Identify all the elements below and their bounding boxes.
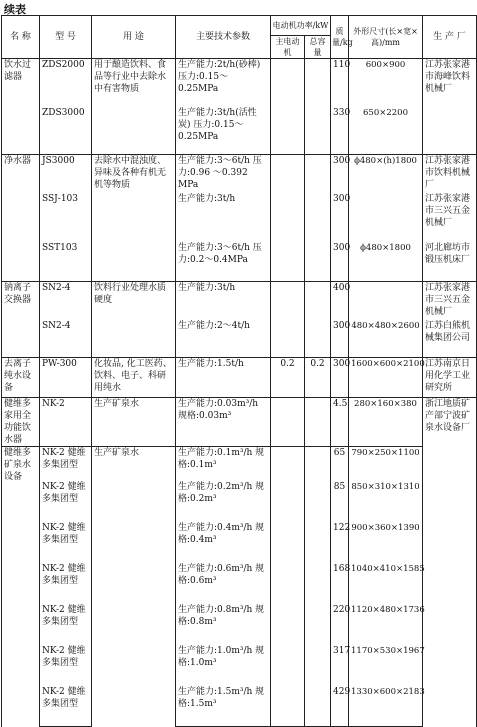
table-body xyxy=(2,59,477,727)
row-total xyxy=(305,686,331,727)
row-params: 生产能力:1.5t/h xyxy=(176,358,271,398)
row-dims: 1040×410×1585 xyxy=(349,563,423,604)
row-name: 饮水过滤器 xyxy=(2,59,40,155)
row-dims: 480×480×2600 xyxy=(349,320,423,358)
row-params: 生产能力:2t/h(砂棒) 压力:0.15～0.25MPa xyxy=(176,59,271,107)
row-main-motor xyxy=(271,481,305,522)
row-maker: 江苏白熊机械集团公司 xyxy=(423,320,477,358)
row-total xyxy=(305,645,331,686)
row-name: 钠离子交换器 xyxy=(2,282,40,358)
row-model: SST103 xyxy=(40,242,92,282)
row-total xyxy=(305,481,331,522)
row-model: NK-2 健维多集团型 xyxy=(40,686,92,727)
row-total: 0.2 xyxy=(305,358,331,398)
row-dims: 600×900 xyxy=(349,59,423,107)
row-name: 去离子纯水设备 xyxy=(2,358,40,398)
row-dims: 280×160×380 xyxy=(349,398,423,447)
row-params: 生产能力:3t/h xyxy=(176,282,271,320)
table-row xyxy=(2,107,477,155)
table-row xyxy=(2,155,477,193)
row-model: PW-300 xyxy=(40,358,92,398)
row-maker: 江苏张家港市海峰饮料机械厂 xyxy=(423,59,477,155)
row-model: SN2-4 xyxy=(40,282,92,320)
row-total xyxy=(305,155,331,193)
row-params: 生产能力:0.2m³/h 规格:0.2m³ xyxy=(176,481,271,522)
header-params: 主要技术参数 xyxy=(176,16,271,59)
row-total xyxy=(305,107,331,155)
row-mass: 300 xyxy=(331,320,349,358)
row-params: 生产能力:3t/h xyxy=(176,193,271,242)
row-use: 去除水中混浊度、异味及各种有机无机等物质 xyxy=(92,155,176,282)
row-dims: 850×310×1310 xyxy=(349,481,423,522)
header-model: 型 号 xyxy=(40,16,92,59)
row-main-motor xyxy=(271,398,305,447)
row-total xyxy=(305,242,331,282)
row-maker: 浙江地质矿产部宁波矿泉水设备厂 xyxy=(423,398,477,727)
row-total xyxy=(305,522,331,563)
row-main-motor xyxy=(271,522,305,563)
header-name: 名 称 xyxy=(2,16,40,59)
row-main-motor xyxy=(271,59,305,107)
row-mass: 317 xyxy=(331,645,349,686)
row-model: NK-2 健维多集团型 xyxy=(40,481,92,522)
row-main-motor xyxy=(271,107,305,155)
row-mass: 65 xyxy=(331,447,349,481)
header-use: 用 途 xyxy=(92,16,176,59)
row-params: 生产能力:0.8m³/h 规格:0.8m³ xyxy=(176,604,271,645)
row-main-motor: 0.2 xyxy=(271,358,305,398)
row-model: JS3000 xyxy=(40,155,92,193)
table-row xyxy=(2,320,477,358)
row-total xyxy=(305,447,331,481)
row-mass: 300 xyxy=(331,358,349,398)
table-row xyxy=(2,59,477,107)
table-row xyxy=(2,481,477,522)
row-dims: 1600×600×2100 xyxy=(349,358,423,398)
row-dims: 650×2200 xyxy=(349,107,423,155)
row-dims xyxy=(349,193,423,242)
row-total xyxy=(305,320,331,358)
row-total xyxy=(305,398,331,447)
row-model: NK-2 健维多集团型 xyxy=(40,645,92,686)
row-dims: 1170×530×1967 xyxy=(349,645,423,686)
row-mass: 400 xyxy=(331,282,349,320)
row-params: 生产能力:3t/h(活性炭) 压力:0.15～0.25MPa xyxy=(176,107,271,155)
row-dims: 790×250×1100 xyxy=(349,447,423,481)
row-main-motor xyxy=(271,563,305,604)
table-row xyxy=(2,604,477,645)
row-main-motor xyxy=(271,282,305,320)
header-power: 电动机功率/kW xyxy=(271,16,331,36)
row-main-motor xyxy=(271,242,305,282)
row-params: 生产能力:0.6m³/h 规格:0.6m³ xyxy=(176,563,271,604)
row-mass: 122 xyxy=(331,522,349,563)
header-total: 总容量 xyxy=(305,36,331,59)
table-row xyxy=(2,282,477,320)
row-model: NK-2 健维多集团型 xyxy=(40,563,92,604)
equipment-table xyxy=(1,15,477,727)
row-model: ZDS3000 xyxy=(40,107,92,155)
row-main-motor xyxy=(271,155,305,193)
row-model: NK-2 xyxy=(40,398,92,447)
table-row xyxy=(2,242,477,282)
table-row xyxy=(2,358,477,398)
row-dims: 1120×480×1736 xyxy=(349,604,423,645)
row-use: 饮料行业处理水质硬度 xyxy=(92,282,176,358)
row-dims: ϕ480×(h)1800 xyxy=(349,155,423,193)
row-name: 健维多矿泉水设备 xyxy=(2,447,40,727)
row-dims: 1330×600×2183 xyxy=(349,686,423,727)
row-main-motor xyxy=(271,447,305,481)
row-params: 生产能力:3～6t/h 压力:0.2～0.4MPa xyxy=(176,242,271,282)
row-model: SN2-4 xyxy=(40,320,92,358)
table-row xyxy=(2,686,477,727)
row-name: 净水器 xyxy=(2,155,40,282)
row-total xyxy=(305,282,331,320)
row-model: NK-2 健维多集团型 xyxy=(40,447,92,481)
row-params: 生产能力:0.1m³/h 规格:0.1m³ xyxy=(176,447,271,481)
row-main-motor xyxy=(271,686,305,727)
row-mass: 300 xyxy=(331,193,349,242)
row-main-motor xyxy=(271,193,305,242)
row-maker: 江苏张家港市三兴五金机械厂 xyxy=(423,282,477,320)
row-use: 用于酿造饮料、食品等行业中去除水中有害物质 xyxy=(92,59,176,155)
row-dims: 900×360×1390 xyxy=(349,522,423,563)
row-params: 生产能力:0.03m³/h 规格:0.03m³ xyxy=(176,398,271,447)
row-mass: 300 xyxy=(331,155,349,193)
table-row xyxy=(2,563,477,604)
header-dims: 外形尺寸(长×宽×高)/mm xyxy=(349,16,423,59)
row-main-motor xyxy=(271,320,305,358)
row-mass: 168 xyxy=(331,563,349,604)
row-params: 生产能力:0.4m³/h 规格:0.4m³ xyxy=(176,522,271,563)
row-dims xyxy=(349,282,423,320)
header-mass: 质量/kg xyxy=(331,16,349,59)
row-mass: 300 xyxy=(331,242,349,282)
table-row xyxy=(2,398,477,447)
row-use: 生产矿泉水 xyxy=(92,447,176,727)
row-maker: 江苏张家港市饮料机械厂 xyxy=(423,155,477,193)
continued-label: 续表 xyxy=(4,3,26,16)
row-mass: 429 xyxy=(331,686,349,727)
row-main-motor xyxy=(271,604,305,645)
row-maker: 江苏南京日用化学工业研究所 xyxy=(423,358,477,398)
row-maker: 江苏张家港市三兴五金机械厂 xyxy=(423,193,477,242)
row-maker: 河北廊坊市锻压机床厂 xyxy=(423,242,477,282)
table-row xyxy=(2,447,477,481)
row-model: ZDS2000 xyxy=(40,59,92,107)
row-params: 生产能力:2～4t/h xyxy=(176,320,271,358)
row-params: 生产能力:1.0m³/h 规格:1.0m³ xyxy=(176,645,271,686)
table-row xyxy=(2,522,477,563)
row-main-motor xyxy=(271,645,305,686)
table-row xyxy=(2,645,477,686)
table-row xyxy=(2,193,477,242)
row-total xyxy=(305,59,331,107)
row-mass: 85 xyxy=(331,481,349,522)
row-model: NK-2 健维多集团型 xyxy=(40,522,92,563)
table-header xyxy=(2,16,477,59)
row-total xyxy=(305,193,331,242)
row-mass: 220 xyxy=(331,604,349,645)
row-total xyxy=(305,563,331,604)
row-dims: ϕ480×1800 xyxy=(349,242,423,282)
row-mass: 330 xyxy=(331,107,349,155)
header-main-motor: 主电动机 xyxy=(271,36,305,59)
row-name: 健维多家用全功能饮水器 xyxy=(2,398,40,447)
row-model: NK-2 健维多集团型 xyxy=(40,604,92,645)
row-mass: 4.5 xyxy=(331,398,349,447)
row-params: 生产能力:1.5m³/h 规格:1.5m³ xyxy=(176,686,271,727)
row-use: 化妆品, 化工医药、饮料、电子、科研用纯水 xyxy=(92,358,176,398)
row-total xyxy=(305,604,331,645)
row-params: 生产能力:3～6t/h 压力:0.96 ～0.392 MPa xyxy=(176,155,271,193)
row-use: 生产矿泉水 xyxy=(92,398,176,447)
row-model: SSJ-103 xyxy=(40,193,92,242)
row-mass: 110 xyxy=(331,59,349,107)
header-maker: 生 产 厂 xyxy=(423,16,477,59)
